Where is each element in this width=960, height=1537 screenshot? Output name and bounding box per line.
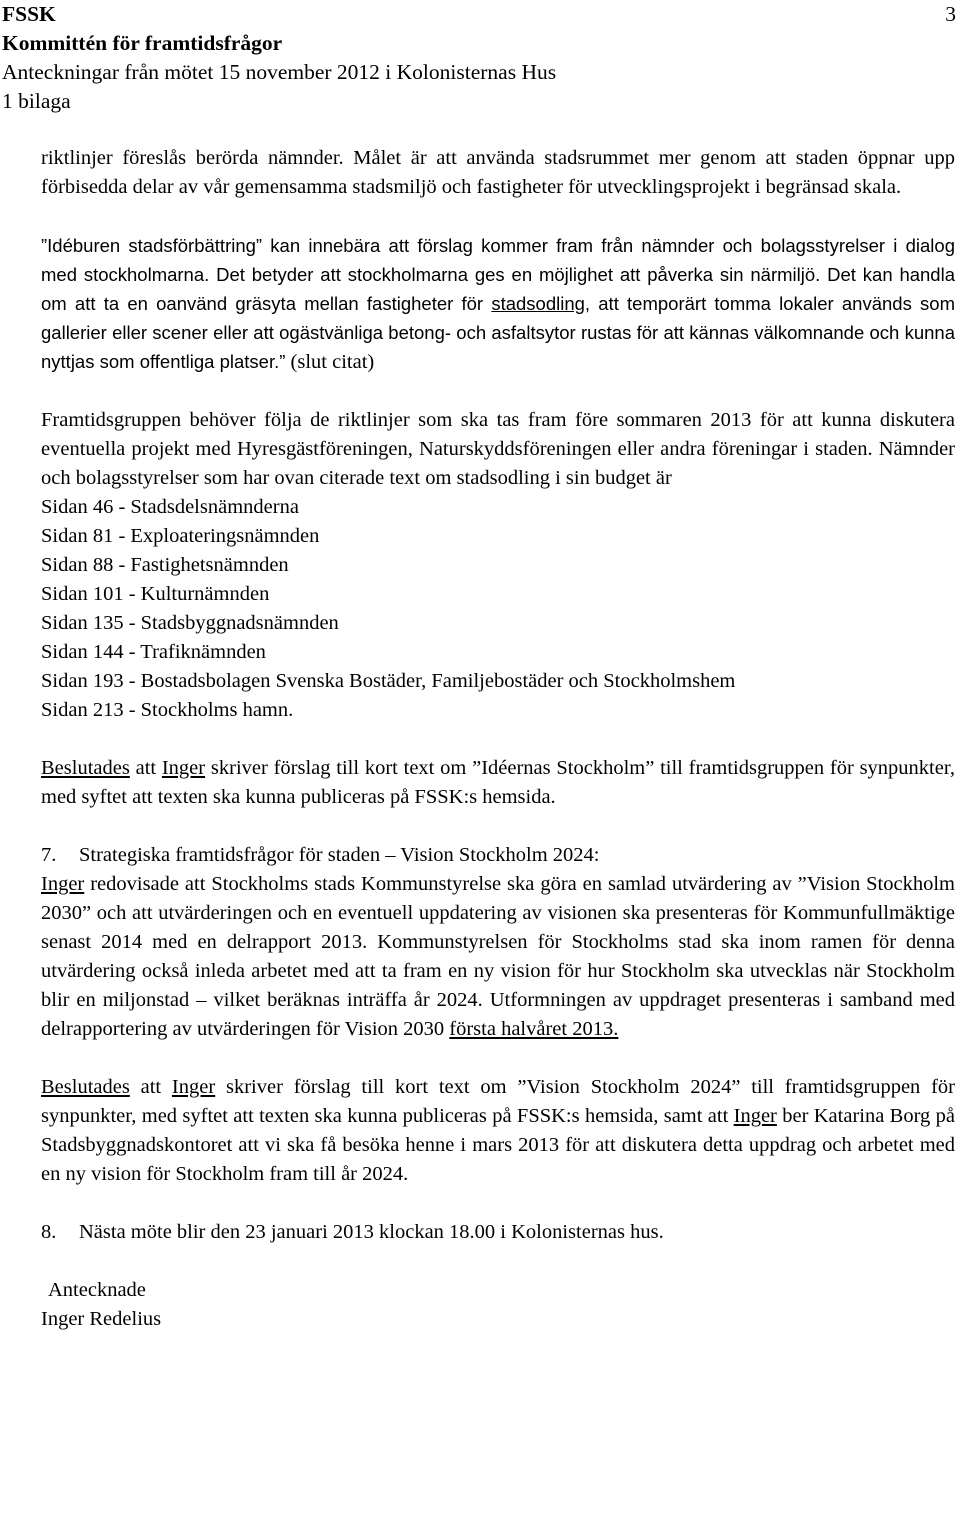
quote-underlined-word: stadsodling	[491, 293, 585, 314]
list-item: Sidan 101 - Kulturnämnden	[41, 583, 270, 605]
decision-text: ber Katarina Borg på Stadsbyggnadskontoret att vi ska få besöka henne i mars 2013 för att diskutera detta uppdrag och arbetet med en ny vision för Stockholm fram till år 2024.	[41, 1105, 955, 1185]
decision-text: att	[129, 757, 162, 779]
item-title: Strategiska framtidsfrågor för staden – Vision Stockholm 2024:	[79, 844, 600, 866]
signature-name: Inger Redelius	[41, 1308, 162, 1330]
guidelines-paragraph: Framtidsgruppen behöver följa de riktlinjer som ska tas fram före sommaren 2013 för att kunna diskutera eventuella projekt med Hyresgästföreningen, Naturskyddsföreningen eller andra föreningar i staden. Nämnder och bolagsstyrelser som har ovan citerade text om stadsodling i sin budget är	[41, 409, 955, 489]
item-text: Nästa möte blir den 23 januari 2013 klockan 18.00 i Kolonisternas hus.	[79, 1221, 664, 1243]
list-item: Sidan 144 - Trafiknämnden	[41, 641, 266, 663]
list-item: Sidan 135 - Stadsbyggnadsnämnden	[41, 612, 339, 634]
decision-text: skriver förslag till kort text om ”Vision Stockholm 2024” till framtidsgruppen för synpunkter, med syftet att texten ska kunna publiceras på FSSK:s hemsida, samt att	[41, 1076, 955, 1127]
person-name: Inger	[171, 1076, 216, 1098]
document-header	[2, 0, 958, 116]
decision-keyword: Beslutades	[41, 1076, 130, 1098]
meeting-info: Anteckningar från mötet 15 november 2012 i Kolonisternas Hus	[2, 60, 557, 84]
item-number: 7.	[41, 844, 57, 866]
person-name: Inger	[41, 873, 85, 895]
item-number: 8.	[41, 1221, 57, 1243]
attachment-note: 1 bilaga	[2, 89, 71, 113]
document-body	[41, 144, 955, 1334]
decision-keyword: Beslutades	[41, 757, 130, 779]
quote-end-note: (slut citat)	[285, 351, 375, 373]
decision-2-paragraph	[41, 1073, 955, 1189]
decision-text: skriver förslag till kort text om ”Idéernas Stockholm” till framtidsgruppen för synpunkter, med syftet att texten ska kunna publiceras på FSSK:s hemsida.	[41, 757, 955, 808]
org-name: FSSK	[2, 2, 56, 26]
quote-paragraph	[41, 231, 955, 377]
item-7-text: redovisade att Stockholms stads Kommunstyrelse ska göra en samlad utvärdering av ”Vision Stockholm 2030” och att utvärderingen och en eventuell uppdatering av visionen ska presenteras för Kommunfullmäktige senast 2014 med en delrapport 2013. Kommunstyrelsen för Stockholms stad ska inom ramen för denna utvärdering också inleda arbetet med att ta fram en ny vision för hur Stockholm ska utvecklas när Stockholm blir en miljonstad – vilket beräknas inträffa år 2024. Utformningen av uppdraget presenteras i samband med delrapportering av utvärderingen för Vision 2030	[41, 873, 955, 1040]
intro-paragraph: riktlinjer föreslås berörda nämnder. Målet är att använda stadsrummet mer genom att staden öppnar upp förbisedda delar av vår gemensamma stadsmiljö och fastigheter för utvecklingsprojekt i begränsad skala.	[41, 147, 955, 198]
signature-label: Antecknade	[48, 1279, 146, 1301]
decision-text: att	[129, 1076, 172, 1098]
quote-text-end: , att temporärt tomma lokaler används som gallerier eller scener eller att ogästvänliga betong- och asfaltsytor rustas för att kännas välkomnande och kunna nyttjas som offentliga platser.”	[41, 293, 955, 372]
list-item: Sidan 213 - Stockholms hamn.	[41, 699, 294, 721]
list-item: Sidan 193 - Bostadsbolagen Svenska Bostäder, Familjebostäder och Stockholmshem	[41, 670, 736, 692]
list-item: Sidan 81 - Exploateringsnämnden	[41, 525, 320, 547]
decision-1-paragraph	[41, 754, 955, 812]
budget-pages-list	[41, 493, 955, 725]
item-8	[41, 1218, 955, 1247]
item-7-underlined-end: första halvåret 2013.	[449, 1018, 619, 1040]
page-number: 3	[945, 2, 956, 26]
list-item: Sidan 88 - Fastighetsnämnden	[41, 554, 289, 576]
item-7-paragraph	[41, 870, 955, 1044]
quote-text-start: ”Idéburen stadsförbättring” kan innebära att förslag kommer fram från nämnder och bolagsstyrelser i dialog med stockholmarna. Det betyder att stockholmarna ges en möjlighet att påverka sin närmiljö. Det kan handla om att ta en oanvänd gräsyta mellan fastigheter för	[41, 235, 955, 314]
list-item: Sidan 46 - Stadsdelsnämnderna	[41, 496, 299, 518]
committee-name: Kommittén för framtidsfrågor	[2, 31, 283, 55]
person-name: Inger	[733, 1105, 777, 1127]
person-name: Inger	[161, 757, 206, 779]
item-7-heading	[41, 841, 955, 870]
